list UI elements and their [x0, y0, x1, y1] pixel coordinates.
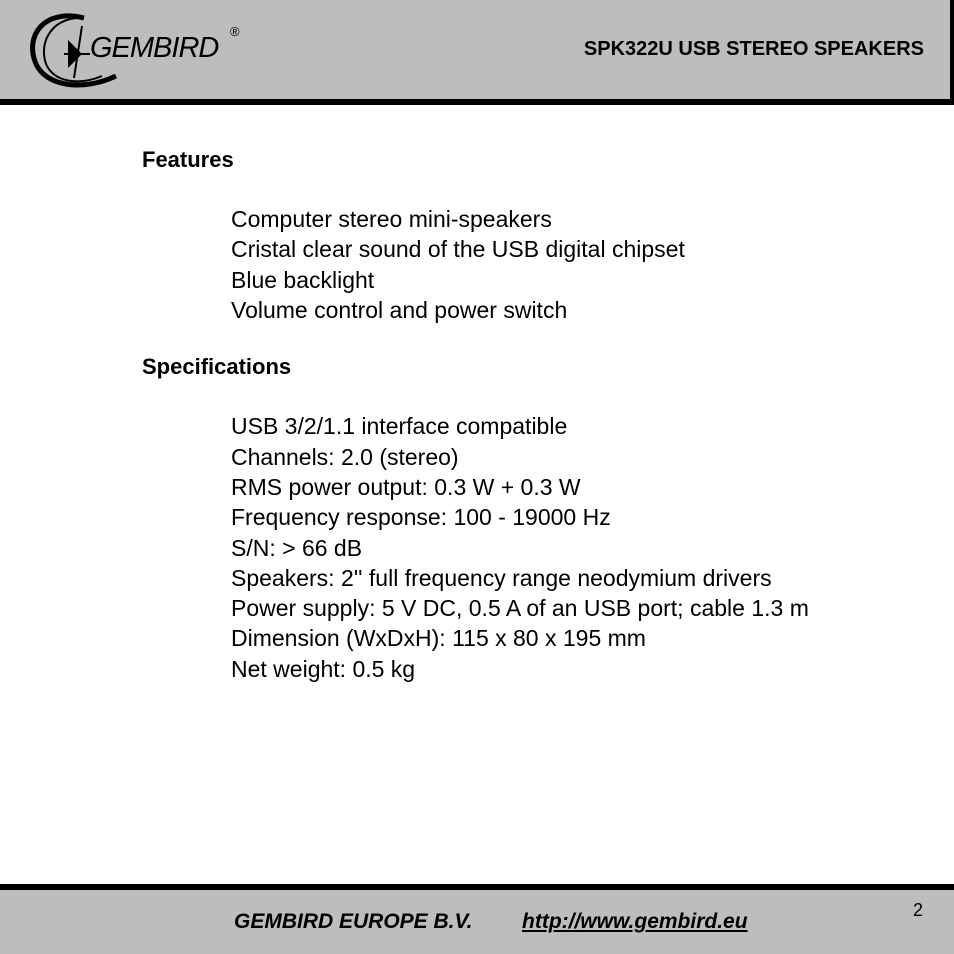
spec-item: RMS power output: 0.3 W + 0.3 W	[231, 474, 581, 500]
specifications-heading: Specifications	[142, 354, 292, 379]
footer-company-name: GEMBIRD EUROPE B.V.	[234, 910, 473, 933]
spec-item: Channels: 2.0 (stereo)	[231, 444, 459, 470]
footer-website-link[interactable]: http://www.gembird.eu	[522, 910, 748, 933]
spec-item: Frequency response: 100 - 19000 Hz	[231, 504, 611, 530]
registered-mark: ®	[230, 24, 240, 39]
spec-item: Net weight: 0.5 kg	[231, 656, 416, 682]
feature-item: Blue backlight	[231, 267, 375, 293]
logo-text: GEMBIRD	[90, 32, 219, 64]
features-heading: Features	[142, 147, 234, 172]
page-footer	[0, 884, 954, 954]
spec-item: S/N: > 66 dB	[231, 535, 363, 561]
feature-item: Computer stereo mini-speakers	[231, 206, 552, 232]
spec-item: Dimension (WxDxH): 115 x 80 x 195 mm	[231, 625, 646, 651]
document-title: SPK322U USB STEREO SPEAKERS	[583, 38, 924, 60]
feature-item: Cristal clear sound of the USB digital chipset	[231, 236, 685, 262]
spec-item: Speakers: 2'' full frequency range neodymium drivers	[231, 565, 772, 591]
page-header	[0, 0, 954, 105]
gembird-logo	[24, 6, 254, 92]
spec-item: USB 3/2/1.1 interface compatible	[231, 413, 568, 439]
feature-item: Volume control and power switch	[231, 297, 568, 323]
page-number: 2	[913, 900, 924, 920]
spec-item: Power supply: 5 V DC, 0.5 A of an USB port; cable 1.3 m	[231, 595, 809, 621]
